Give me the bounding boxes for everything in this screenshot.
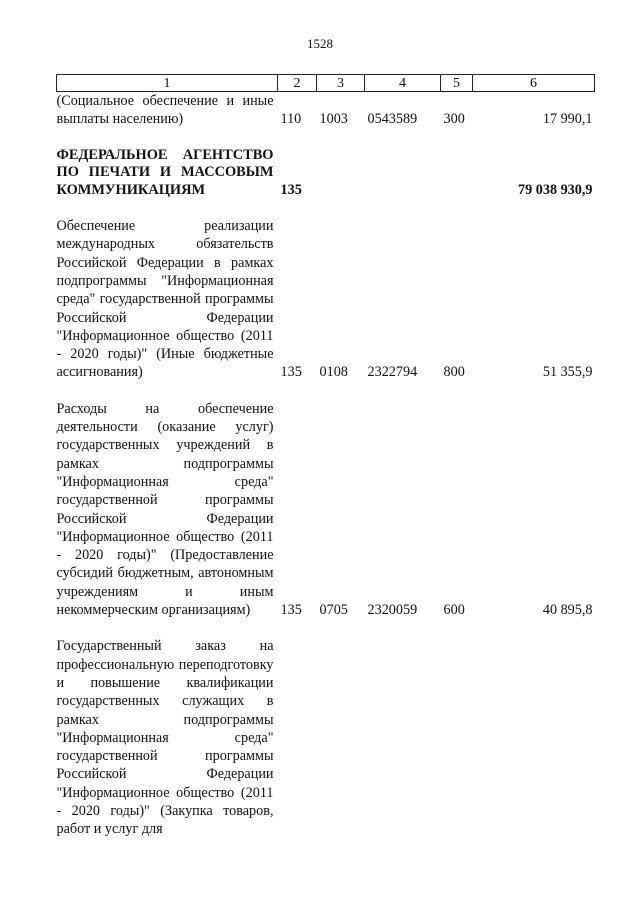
row-target-code: 2320059: [367, 602, 418, 619]
row-description: Государственный заказ на профессиональную переподготовку и повышение квалификации государственных служащих в рамках подпрограммы "Информационная среда" государственной программы Российской Федерации "Информационное общество (2011 - 2020 годы)" (Закупка товаров, работ и услуг для: [56, 638, 274, 838]
table-row: [57, 92, 595, 129]
table-row: [57, 217, 595, 382]
table-row: [57, 637, 595, 838]
row-amount: 40 895,8: [542, 602, 593, 619]
row-expense-type-code: 600: [443, 602, 465, 619]
header-row: [57, 75, 595, 92]
page-number: 1528: [307, 36, 333, 51]
row-target-code: [365, 147, 441, 200]
row-description: ФЕДЕРАЛЬНОЕ АГЕНТСТВО ПО ПЕЧАТИ И МАССОВЫМ КОММУНИКАЦИЯМ: [56, 146, 274, 198]
row-description: Расходы на обеспечение деятельности (оказание услуг) государственных учреждений в рамках подпрограммы "Информационная среда" государственной программы Российской Федерации "Информационное общество (2011 - 2020 годы)" (Предоставление субсидий бюджетным, автономным учреждениям и иным некоммерческим организациям): [56, 400, 274, 619]
row-section-code: 0108: [319, 364, 348, 381]
row-section-code: 1003: [319, 111, 348, 128]
row-amount: 17 990,1: [542, 111, 593, 128]
table-row: [57, 147, 595, 200]
row-section-code: [317, 147, 365, 200]
row-gr-code: 135: [280, 181, 302, 198]
row-expense-type-code: 300: [443, 111, 465, 128]
row-gr-code: 110: [280, 111, 302, 128]
row-gr-code: 135: [280, 364, 302, 381]
row-expense-type-code: [441, 147, 473, 200]
row-amount: 51 355,9: [542, 364, 593, 381]
budget-table: [56, 74, 595, 839]
row-amount: 79 038 930,9: [518, 181, 593, 198]
column-header-1: 1: [57, 75, 278, 92]
row-gr-code: 135: [280, 602, 302, 619]
table-row: [57, 400, 595, 620]
column-header-3: 3: [317, 75, 365, 92]
row-target-code: 2322794: [367, 364, 418, 381]
column-header-4: 4: [365, 75, 441, 92]
column-header-6: 6: [473, 75, 595, 92]
row-target-code: 0543589: [367, 111, 418, 128]
row-description: (Социальное обеспечение и иные выплаты населению): [56, 93, 274, 128]
row-expense-type-code: 800: [443, 364, 465, 381]
column-header-2: 2: [278, 75, 317, 92]
row-section-code: 0705: [319, 602, 348, 619]
row-description: Обеспечение реализации международных обязательств Российской Федерации в рамках подпрограммы "Информационная среда" государственной программы Российской Федерации "Информационное общество (2011 - 2020 годы)" (Иные бюджетные ассигнования): [56, 218, 274, 381]
column-header-5: 5: [441, 75, 473, 92]
